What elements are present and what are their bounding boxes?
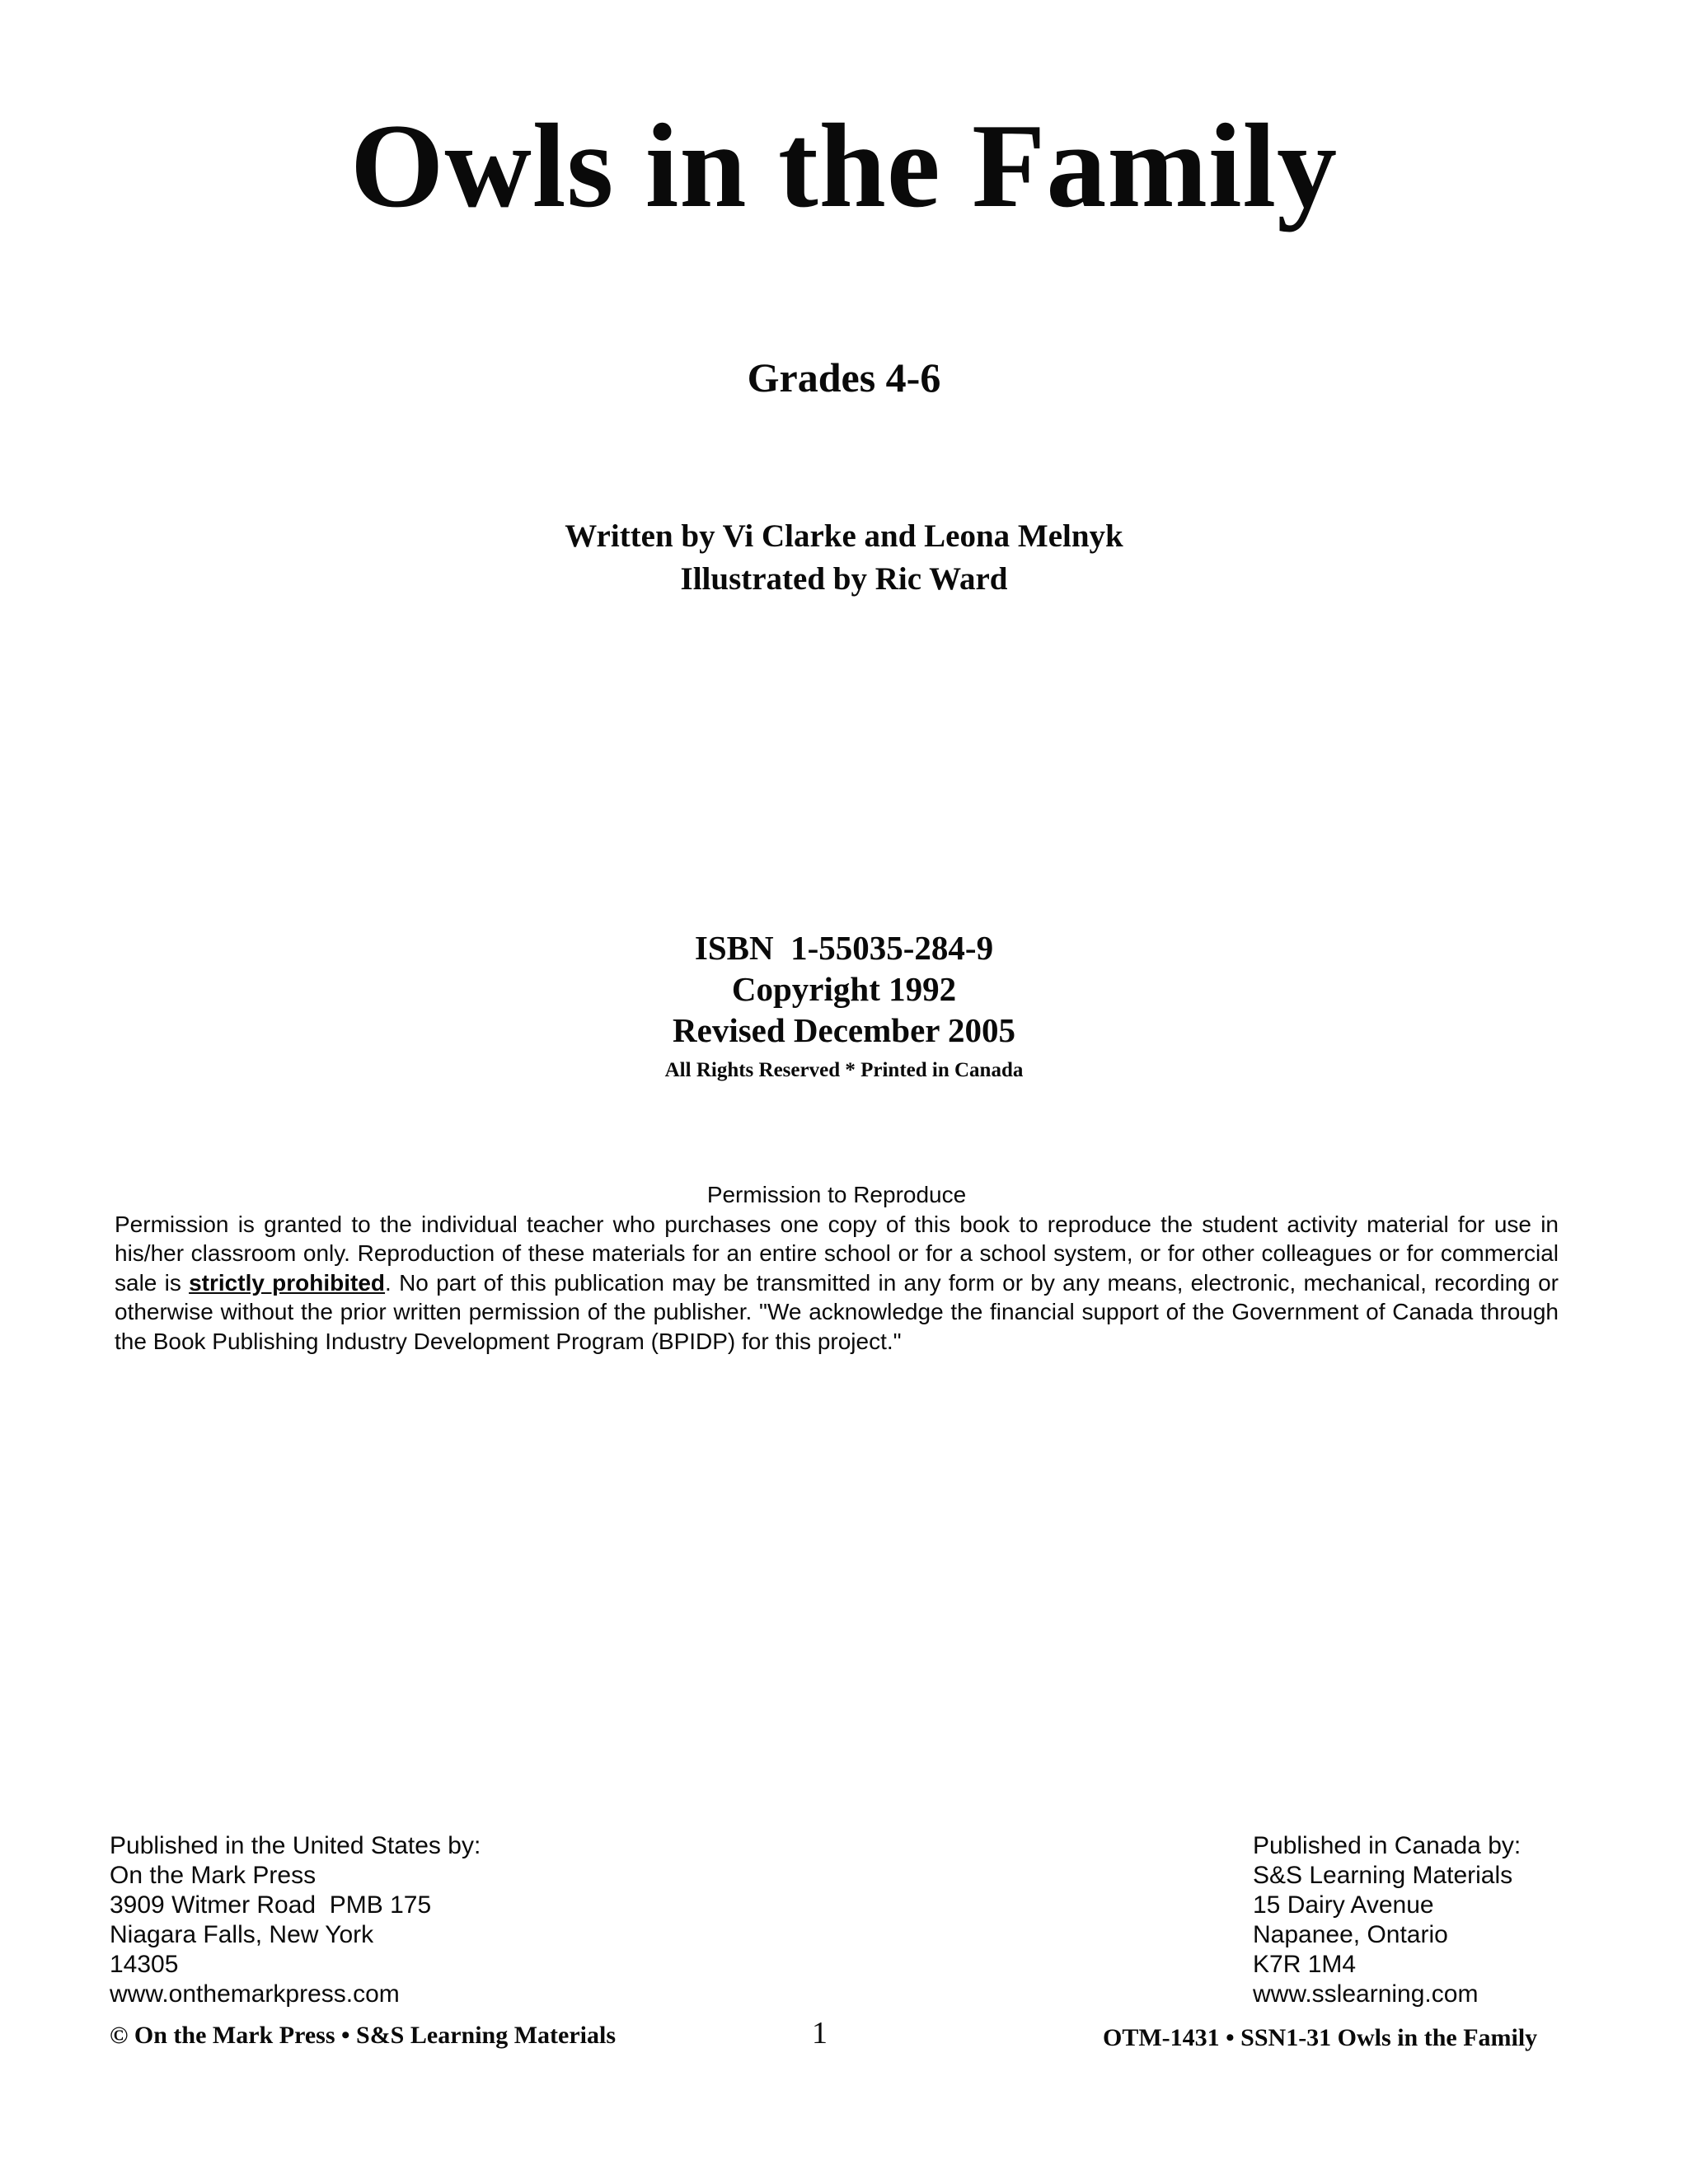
credits bbox=[0, 515, 1688, 601]
permission-text bbox=[115, 1210, 1559, 1357]
publisher-ca-street: 15 Dairy Avenue bbox=[1253, 1891, 1434, 1919]
grade-level: Grades 4-6 bbox=[747, 354, 941, 401]
publisher-us-street: 3909 Witmer Road PMB 175 bbox=[110, 1891, 432, 1919]
footer-copyright: © On the Mark Press • S&S Learning Materials bbox=[110, 2022, 616, 2049]
publisher-us-heading: Published in the United States by: bbox=[110, 1832, 481, 1859]
publisher-ca-name: S&S Learning Materials bbox=[1253, 1862, 1513, 1889]
footer-product-code: OTM-1431 • SSN1-31 Owls in the Family bbox=[1103, 2024, 1538, 2051]
copyright-year: Copyright 1992 bbox=[731, 970, 957, 1008]
publisher-us bbox=[110, 1831, 481, 2009]
publisher-ca-heading: Published in Canada by: bbox=[1253, 1832, 1522, 1859]
publisher-us-name: On the Mark Press bbox=[110, 1862, 316, 1889]
publisher-ca-website: www.sslearning.com bbox=[1253, 1980, 1479, 2008]
isbn: ISBN 1-55035-284-9 bbox=[694, 929, 994, 967]
publisher-us-postal: 14305 bbox=[110, 1951, 179, 1978]
permission-text-start: Permission is granted to the individual teacher who purchases one copy of this book to reproduce the student activity material for use in his/her classroom only. Reproduction of these materials for an entire school or for a school system, or for other colleagues or for commercial sale is bbox=[115, 1211, 1559, 1296]
publisher-ca-city: Napanee, Ontario bbox=[1253, 1921, 1448, 1948]
permission-text-end: . No part of this publication may be transmitted in any form or by any means, electronic, mechanical, recording or otherwise without the prior written permission of the publisher. "We acknowledge the financial support of the Government of Canada through the Book Publishing Industry Development Program (BPIDP) for this project." bbox=[115, 1269, 1559, 1354]
rights-notice: All Rights Reserved * Printed in Canada bbox=[664, 1059, 1024, 1081]
publisher-canada bbox=[1253, 1831, 1521, 2009]
revised-date: Revised December 2005 bbox=[673, 1011, 1015, 1049]
publisher-us-website: www.onthemarkpress.com bbox=[110, 1980, 400, 2008]
permission-section bbox=[115, 1180, 1559, 1356]
page-number: 1 bbox=[812, 2016, 828, 2050]
illustrator-credit: Illustrated by Ric Ward bbox=[680, 561, 1008, 597]
publication-info bbox=[0, 927, 1688, 1087]
prohibited-emphasis: strictly prohibited bbox=[189, 1269, 386, 1296]
book-title: Owls in the Family bbox=[349, 99, 1339, 232]
publisher-us-city: Niagara Falls, New York bbox=[110, 1921, 374, 1948]
permission-title: Permission to Reproduce bbox=[706, 1182, 967, 1207]
publisher-ca-postal: K7R 1M4 bbox=[1253, 1951, 1357, 1978]
author-credit: Written by Vi Clarke and Leona Melnyk bbox=[565, 518, 1123, 554]
